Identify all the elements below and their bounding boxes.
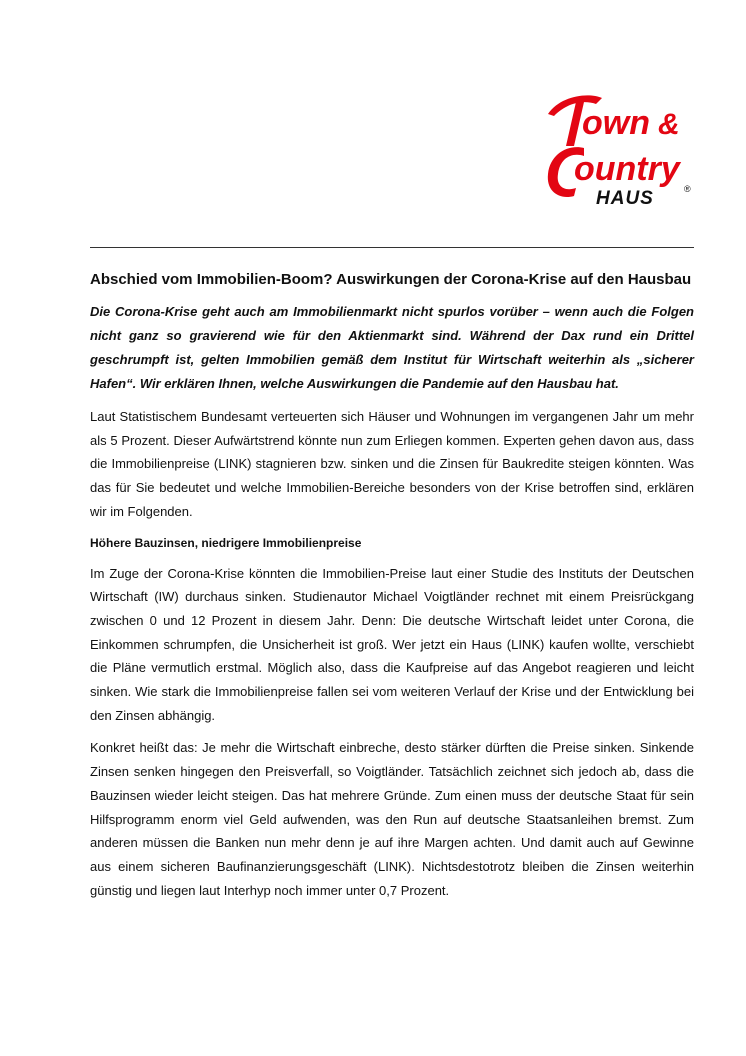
logo-haus: HAUS xyxy=(596,188,654,209)
article-intro: Laut Statistischem Bundesamt verteuerten sich Häuser und Wohnungen im vergangenen Jahr um mehr als 5 Prozent. Dieser Aufwärtstrend könnte nun zum Erliegen kommen. Experten gehen davon aus, dass die Immobilienpreise (LINK) stagnieren bzw. sinken und die Zinsen für Baukredite steigen könnten. Was das für Sie bedeutet und welche Immobilien-Bereiche besonders von der Krise betroffen sind, erklären wir im Folgenden. xyxy=(90,409,694,519)
article-lead: Die Corona-Krise geht auch am Immobilienmarkt nicht spurlos vorüber – wenn auch die Folgen nicht ganz so gravierend wie für den Aktienmarkt sind. Während der Dax rund ein Drittel geschrumpft ist, gelten Immobilien gemäß dem Institut für Wirtschaft weiterhin als „sicherer Hafen“. Wir erklären Ihnen, welche Auswirkungen die Pandemie auf den Hausbau hat. xyxy=(90,304,694,391)
header-divider xyxy=(90,247,694,248)
logo-line2: ountry xyxy=(574,150,680,188)
article-paragraph-2: Konkret heißt das: Je mehr die Wirtschaft einbreche, desto stärker dürften die Preise sinken. Sinkende Zinsen senken hingegen den Preisverfall, so Voigtländer. Tatsächlich zeichnet sich jedoch ab, dass die Bauzinsen wieder leicht steigen. Das hat mehrere Gründe. Zum einen muss der deutsche Staat für sein Hilfsprogramm enorm viel Geld aufwenden, was den Run auf deutsche Staatsanleihen bremst. Zum anderen müssen die Banken nun mehr denn je auf ihre Margen achten. Und damit auch auf Gewinne aus einem sicheren Baufinanzierungsgeschäft (LINK). Nichtsdestotrotz bleiben die Zinsen weiterhin günstig und liegen laut Interhyp noch immer unter 0,7 Prozent. xyxy=(90,740,694,898)
logo-ampersand: & xyxy=(658,108,680,141)
logo-graphic xyxy=(540,88,700,210)
town-country-haus-logo xyxy=(540,88,700,210)
article xyxy=(90,268,694,911)
logo-registered: ® xyxy=(684,184,691,194)
section-heading: Höhere Bauzinsen, niedrigere Immobilienpreise xyxy=(90,535,362,550)
article-title: Abschied vom Immobilien-Boom? Auswirkungen der Corona-Krise auf den Hausbau xyxy=(90,271,692,288)
article-paragraph-1: Im Zuge der Corona-Krise könnten die Immobilien-Preise laut einer Studie des Instituts der Deutschen Wirtschaft (IW) durchaus sinken. Studienautor Michael Voigtländer rechnet mit einem Preisrückgang zwischen 0 und 12 Prozent in diesem Jahr. Denn: Die deutsche Wirtschaft leidet unter Corona, die Einkommen schrumpfen, die Unsicherheit ist groß. Wer jetzt ein Haus (LINK) kaufen wollte, verschiebt die Pläne vermutlich erstmal. Möglich also, dass die Kaufpreise auf das Angebot reagieren und leicht sinken. Wie stark die Immobilienpreise fallen sei vom weiteren Verlauf der Krise und der Entwicklung bei den Zinsen abhängig. xyxy=(90,565,694,723)
logo-line1: own xyxy=(582,104,650,142)
